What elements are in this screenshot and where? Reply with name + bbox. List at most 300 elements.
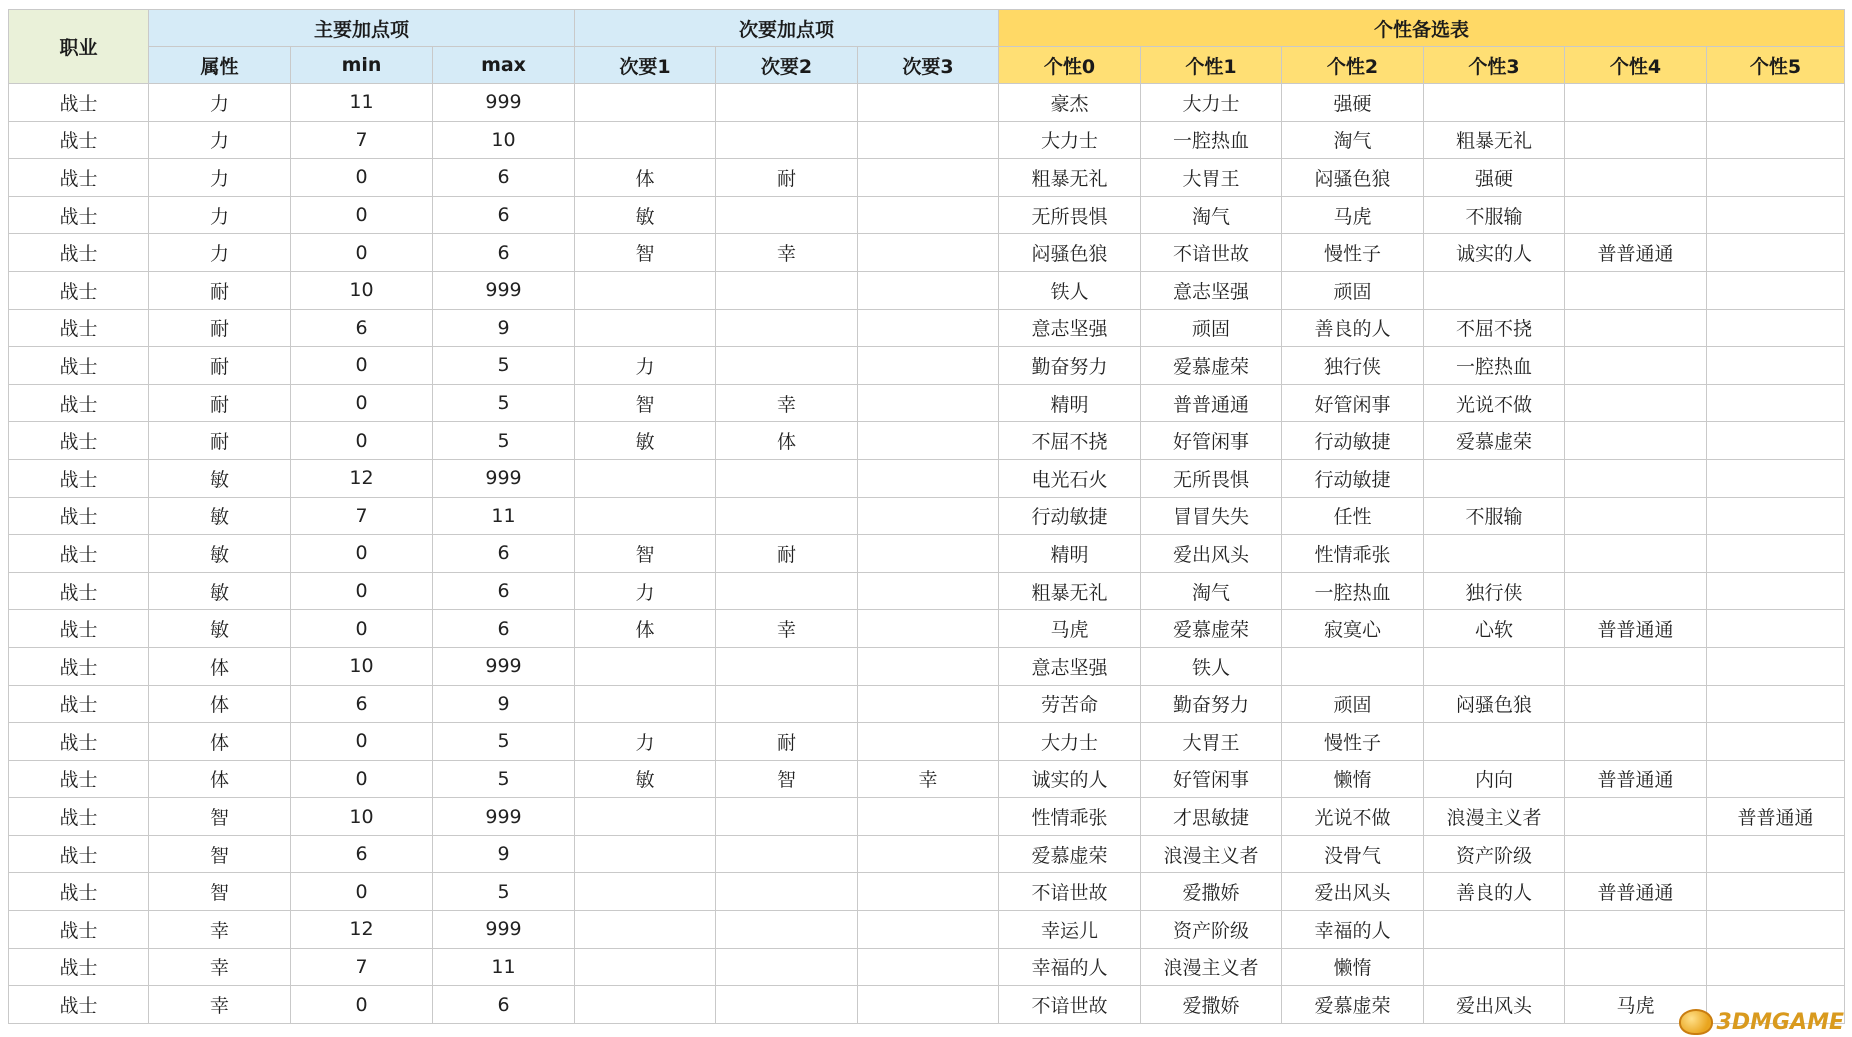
cell-attribute[interactable]: 体	[149, 647, 291, 685]
cell-secondary-1[interactable]	[575, 459, 716, 497]
cell-secondary-2[interactable]: 体	[716, 422, 858, 460]
cell-secondary-1[interactable]	[575, 121, 716, 159]
cell-secondary-1[interactable]	[575, 84, 716, 122]
cell-trait-1[interactable]: 冒冒失失	[1141, 497, 1282, 535]
cell-trait-3[interactable]	[1424, 84, 1565, 122]
cell-attribute[interactable]: 耐	[149, 422, 291, 460]
cell-secondary-3[interactable]	[858, 459, 999, 497]
cell-job[interactable]: 战士	[9, 271, 149, 309]
cell-trait-4[interactable]: 普普通通	[1565, 760, 1707, 798]
cell-trait-5[interactable]	[1707, 948, 1845, 986]
cell-max[interactable]: 999	[433, 798, 575, 836]
cell-job[interactable]: 战士	[9, 685, 149, 723]
cell-job[interactable]: 战士	[9, 873, 149, 911]
cell-trait-1[interactable]: 大力士	[1141, 84, 1282, 122]
cell-trait-1[interactable]: 爱撒娇	[1141, 986, 1282, 1024]
cell-secondary-3[interactable]	[858, 911, 999, 949]
cell-secondary-1[interactable]: 敏	[575, 196, 716, 234]
cell-attribute[interactable]: 幸	[149, 986, 291, 1024]
cell-min[interactable]: 6	[291, 835, 433, 873]
cell-trait-0[interactable]: 粗暴无礼	[999, 159, 1141, 197]
cell-secondary-2[interactable]	[716, 911, 858, 949]
cell-trait-0[interactable]: 电光石火	[999, 459, 1141, 497]
cell-trait-4[interactable]	[1565, 309, 1707, 347]
cell-trait-1[interactable]: 无所畏惧	[1141, 459, 1282, 497]
cell-trait-2[interactable]	[1282, 647, 1424, 685]
cell-secondary-2[interactable]	[716, 459, 858, 497]
cell-max[interactable]: 9	[433, 309, 575, 347]
cell-attribute[interactable]: 智	[149, 835, 291, 873]
cell-secondary-3[interactable]	[858, 948, 999, 986]
cell-trait-4[interactable]: 普普通通	[1565, 873, 1707, 911]
cell-job[interactable]: 战士	[9, 234, 149, 272]
cell-secondary-1[interactable]	[575, 835, 716, 873]
cell-secondary-2[interactable]: 耐	[716, 159, 858, 197]
cell-max[interactable]: 6	[433, 986, 575, 1024]
cell-trait-2[interactable]: 一腔热血	[1282, 572, 1424, 610]
cell-secondary-2[interactable]	[716, 121, 858, 159]
cell-secondary-2[interactable]	[716, 196, 858, 234]
cell-job[interactable]: 战士	[9, 911, 149, 949]
cell-trait-4[interactable]	[1565, 948, 1707, 986]
cell-trait-4[interactable]	[1565, 685, 1707, 723]
cell-trait-3[interactable]: 爱慕虚荣	[1424, 422, 1565, 460]
cell-trait-1[interactable]: 爱撒娇	[1141, 873, 1282, 911]
cell-attribute[interactable]: 耐	[149, 384, 291, 422]
cell-job[interactable]: 战士	[9, 422, 149, 460]
cell-trait-1[interactable]: 资产阶级	[1141, 911, 1282, 949]
header-trait-3[interactable]: 个性3	[1424, 47, 1565, 84]
cell-secondary-1[interactable]: 力	[575, 347, 716, 385]
cell-min[interactable]: 0	[291, 159, 433, 197]
cell-secondary-1[interactable]: 体	[575, 610, 716, 648]
cell-trait-5[interactable]	[1707, 422, 1845, 460]
cell-job[interactable]: 战士	[9, 159, 149, 197]
cell-trait-0[interactable]: 大力士	[999, 121, 1141, 159]
cell-secondary-1[interactable]	[575, 948, 716, 986]
cell-secondary-3[interactable]	[858, 384, 999, 422]
cell-min[interactable]: 12	[291, 459, 433, 497]
cell-secondary-2[interactable]: 幸	[716, 610, 858, 648]
cell-secondary-2[interactable]	[716, 948, 858, 986]
cell-trait-1[interactable]: 意志坚强	[1141, 271, 1282, 309]
header-max[interactable]: max	[433, 47, 575, 84]
cell-trait-5[interactable]	[1707, 84, 1845, 122]
cell-attribute[interactable]: 智	[149, 873, 291, 911]
cell-secondary-1[interactable]: 智	[575, 384, 716, 422]
cell-secondary-2[interactable]	[716, 835, 858, 873]
cell-trait-5[interactable]	[1707, 384, 1845, 422]
cell-secondary-3[interactable]	[858, 271, 999, 309]
cell-trait-1[interactable]: 浪漫主义者	[1141, 948, 1282, 986]
cell-trait-5[interactable]	[1707, 685, 1845, 723]
cell-trait-0[interactable]: 闷骚色狼	[999, 234, 1141, 272]
cell-job[interactable]: 战士	[9, 572, 149, 610]
cell-trait-2[interactable]: 行动敏捷	[1282, 422, 1424, 460]
cell-trait-0[interactable]: 铁人	[999, 271, 1141, 309]
cell-trait-2[interactable]: 没骨气	[1282, 835, 1424, 873]
header-min[interactable]: min	[291, 47, 433, 84]
cell-max[interactable]: 5	[433, 723, 575, 761]
cell-trait-1[interactable]: 顽固	[1141, 309, 1282, 347]
cell-max[interactable]: 999	[433, 459, 575, 497]
cell-trait-0[interactable]: 大力士	[999, 723, 1141, 761]
cell-attribute[interactable]: 体	[149, 760, 291, 798]
cell-min[interactable]: 7	[291, 497, 433, 535]
cell-secondary-3[interactable]	[858, 873, 999, 911]
cell-trait-2[interactable]: 慢性子	[1282, 234, 1424, 272]
cell-min[interactable]: 0	[291, 384, 433, 422]
header-secondary-1[interactable]: 次要1	[575, 47, 716, 84]
cell-attribute[interactable]: 敏	[149, 497, 291, 535]
cell-max[interactable]: 999	[433, 84, 575, 122]
cell-trait-2[interactable]: 任性	[1282, 497, 1424, 535]
cell-attribute[interactable]: 耐	[149, 309, 291, 347]
cell-min[interactable]: 0	[291, 234, 433, 272]
cell-secondary-1[interactable]	[575, 309, 716, 347]
cell-secondary-2[interactable]	[716, 309, 858, 347]
cell-trait-3[interactable]	[1424, 271, 1565, 309]
cell-trait-2[interactable]: 强硬	[1282, 84, 1424, 122]
cell-trait-3[interactable]: 浪漫主义者	[1424, 798, 1565, 836]
cell-trait-3[interactable]: 一腔热血	[1424, 347, 1565, 385]
cell-attribute[interactable]: 体	[149, 723, 291, 761]
cell-trait-4[interactable]	[1565, 723, 1707, 761]
cell-secondary-2[interactable]	[716, 647, 858, 685]
cell-secondary-1[interactable]	[575, 873, 716, 911]
cell-trait-5[interactable]	[1707, 459, 1845, 497]
cell-trait-3[interactable]: 爱出风头	[1424, 986, 1565, 1024]
cell-trait-0[interactable]: 不谙世故	[999, 873, 1141, 911]
cell-trait-0[interactable]: 性情乖张	[999, 798, 1141, 836]
cell-secondary-2[interactable]	[716, 84, 858, 122]
cell-secondary-3[interactable]	[858, 798, 999, 836]
header-secondary-2[interactable]: 次要2	[716, 47, 858, 84]
cell-max[interactable]: 10	[433, 121, 575, 159]
cell-trait-3[interactable]: 善良的人	[1424, 873, 1565, 911]
header-job[interactable]: 职业	[9, 10, 149, 84]
cell-trait-2[interactable]: 善良的人	[1282, 309, 1424, 347]
cell-max[interactable]: 6	[433, 572, 575, 610]
cell-attribute[interactable]: 敏	[149, 459, 291, 497]
cell-max[interactable]: 5	[433, 873, 575, 911]
cell-secondary-1[interactable]: 智	[575, 535, 716, 573]
cell-secondary-2[interactable]	[716, 572, 858, 610]
cell-secondary-3[interactable]	[858, 723, 999, 761]
cell-trait-1[interactable]: 爱出风头	[1141, 535, 1282, 573]
cell-secondary-3[interactable]	[858, 647, 999, 685]
cell-trait-1[interactable]: 淘气	[1141, 196, 1282, 234]
cell-trait-1[interactable]: 浪漫主义者	[1141, 835, 1282, 873]
cell-secondary-3[interactable]	[858, 159, 999, 197]
cell-trait-2[interactable]: 行动敏捷	[1282, 459, 1424, 497]
cell-secondary-1[interactable]: 敏	[575, 760, 716, 798]
cell-min[interactable]: 0	[291, 873, 433, 911]
cell-max[interactable]: 6	[433, 234, 575, 272]
cell-trait-5[interactable]	[1707, 835, 1845, 873]
cell-trait-2[interactable]: 慢性子	[1282, 723, 1424, 761]
cell-secondary-3[interactable]	[858, 986, 999, 1024]
cell-min[interactable]: 0	[291, 347, 433, 385]
cell-trait-0[interactable]: 马虎	[999, 610, 1141, 648]
cell-secondary-3[interactable]	[858, 835, 999, 873]
cell-trait-5[interactable]	[1707, 610, 1845, 648]
cell-trait-4[interactable]	[1565, 497, 1707, 535]
cell-trait-0[interactable]: 行动敏捷	[999, 497, 1141, 535]
cell-trait-0[interactable]: 精明	[999, 384, 1141, 422]
cell-trait-3[interactable]	[1424, 535, 1565, 573]
cell-trait-4[interactable]	[1565, 535, 1707, 573]
cell-job[interactable]: 战士	[9, 459, 149, 497]
cell-attribute[interactable]: 幸	[149, 911, 291, 949]
cell-trait-0[interactable]: 无所畏惧	[999, 196, 1141, 234]
cell-trait-0[interactable]: 勤奋努力	[999, 347, 1141, 385]
cell-trait-1[interactable]: 勤奋努力	[1141, 685, 1282, 723]
cell-trait-3[interactable]: 资产阶级	[1424, 835, 1565, 873]
cell-min[interactable]: 6	[291, 309, 433, 347]
header-secondary-group[interactable]: 次要加点项	[575, 10, 999, 47]
cell-trait-4[interactable]	[1565, 347, 1707, 385]
cell-trait-5[interactable]: 普普通通	[1707, 798, 1845, 836]
cell-trait-1[interactable]: 爱慕虚荣	[1141, 347, 1282, 385]
cell-trait-2[interactable]: 性情乖张	[1282, 535, 1424, 573]
cell-secondary-3[interactable]	[858, 572, 999, 610]
cell-trait-4[interactable]	[1565, 572, 1707, 610]
cell-secondary-2[interactable]	[716, 271, 858, 309]
cell-secondary-1[interactable]	[575, 271, 716, 309]
cell-attribute[interactable]: 智	[149, 798, 291, 836]
cell-trait-4[interactable]	[1565, 196, 1707, 234]
cell-secondary-3[interactable]	[858, 497, 999, 535]
cell-trait-1[interactable]: 铁人	[1141, 647, 1282, 685]
cell-job[interactable]: 战士	[9, 798, 149, 836]
cell-max[interactable]: 9	[433, 835, 575, 873]
header-trait-4[interactable]: 个性4	[1565, 47, 1707, 84]
cell-attribute[interactable]: 体	[149, 685, 291, 723]
cell-trait-4[interactable]	[1565, 121, 1707, 159]
cell-min[interactable]: 10	[291, 798, 433, 836]
cell-attribute[interactable]: 敏	[149, 572, 291, 610]
cell-secondary-3[interactable]	[858, 610, 999, 648]
cell-trait-5[interactable]	[1707, 271, 1845, 309]
cell-max[interactable]: 5	[433, 760, 575, 798]
header-attribute[interactable]: 属性	[149, 47, 291, 84]
cell-max[interactable]: 999	[433, 911, 575, 949]
cell-job[interactable]: 战士	[9, 948, 149, 986]
cell-attribute[interactable]: 敏	[149, 610, 291, 648]
cell-trait-0[interactable]: 诚实的人	[999, 760, 1141, 798]
cell-secondary-3[interactable]	[858, 685, 999, 723]
cell-min[interactable]: 0	[291, 196, 433, 234]
cell-trait-3[interactable]: 不屈不挠	[1424, 309, 1565, 347]
cell-trait-0[interactable]: 幸运儿	[999, 911, 1141, 949]
cell-trait-3[interactable]: 闷骚色狼	[1424, 685, 1565, 723]
cell-max[interactable]: 11	[433, 948, 575, 986]
cell-job[interactable]: 战士	[9, 196, 149, 234]
cell-trait-2[interactable]: 爱出风头	[1282, 873, 1424, 911]
cell-trait-2[interactable]: 光说不做	[1282, 798, 1424, 836]
cell-trait-3[interactable]: 不服输	[1424, 196, 1565, 234]
cell-trait-2[interactable]: 马虎	[1282, 196, 1424, 234]
cell-attribute[interactable]: 力	[149, 159, 291, 197]
cell-trait-0[interactable]: 幸福的人	[999, 948, 1141, 986]
cell-trait-3[interactable]: 不服输	[1424, 497, 1565, 535]
cell-trait-0[interactable]: 爱慕虚荣	[999, 835, 1141, 873]
cell-secondary-2[interactable]	[716, 347, 858, 385]
cell-trait-0[interactable]: 意志坚强	[999, 647, 1141, 685]
cell-trait-1[interactable]: 大胃王	[1141, 723, 1282, 761]
cell-trait-4[interactable]	[1565, 647, 1707, 685]
cell-trait-1[interactable]: 普普通通	[1141, 384, 1282, 422]
cell-secondary-3[interactable]	[858, 309, 999, 347]
cell-job[interactable]: 战士	[9, 497, 149, 535]
cell-min[interactable]: 6	[291, 685, 433, 723]
cell-secondary-3[interactable]	[858, 347, 999, 385]
cell-secondary-2[interactable]	[716, 685, 858, 723]
header-trait-5[interactable]: 个性5	[1707, 47, 1845, 84]
cell-min[interactable]: 12	[291, 911, 433, 949]
cell-secondary-3[interactable]	[858, 121, 999, 159]
cell-trait-5[interactable]	[1707, 159, 1845, 197]
cell-job[interactable]: 战士	[9, 309, 149, 347]
cell-trait-1[interactable]: 不谙世故	[1141, 234, 1282, 272]
cell-secondary-1[interactable]: 敏	[575, 422, 716, 460]
cell-attribute[interactable]: 力	[149, 121, 291, 159]
cell-trait-1[interactable]: 好管闲事	[1141, 760, 1282, 798]
cell-trait-3[interactable]	[1424, 459, 1565, 497]
cell-trait-1[interactable]: 爱慕虚荣	[1141, 610, 1282, 648]
cell-secondary-3[interactable]	[858, 422, 999, 460]
cell-trait-2[interactable]: 幸福的人	[1282, 911, 1424, 949]
cell-trait-4[interactable]	[1565, 911, 1707, 949]
cell-min[interactable]: 7	[291, 948, 433, 986]
cell-job[interactable]: 战士	[9, 384, 149, 422]
header-secondary-3[interactable]: 次要3	[858, 47, 999, 84]
cell-trait-1[interactable]: 才思敏捷	[1141, 798, 1282, 836]
cell-secondary-2[interactable]: 耐	[716, 535, 858, 573]
cell-max[interactable]: 11	[433, 497, 575, 535]
cell-trait-0[interactable]: 意志坚强	[999, 309, 1141, 347]
cell-trait-4[interactable]	[1565, 159, 1707, 197]
cell-job[interactable]: 战士	[9, 723, 149, 761]
cell-trait-0[interactable]: 不谙世故	[999, 986, 1141, 1024]
cell-job[interactable]: 战士	[9, 647, 149, 685]
cell-trait-3[interactable]: 心软	[1424, 610, 1565, 648]
cell-trait-3[interactable]: 光说不做	[1424, 384, 1565, 422]
cell-secondary-2[interactable]	[716, 873, 858, 911]
cell-secondary-3[interactable]	[858, 84, 999, 122]
cell-secondary-1[interactable]	[575, 911, 716, 949]
cell-attribute[interactable]: 力	[149, 196, 291, 234]
cell-secondary-3[interactable]	[858, 196, 999, 234]
cell-trait-5[interactable]	[1707, 647, 1845, 685]
cell-trait-2[interactable]: 好管闲事	[1282, 384, 1424, 422]
cell-trait-2[interactable]: 懒惰	[1282, 948, 1424, 986]
cell-trait-3[interactable]: 诚实的人	[1424, 234, 1565, 272]
cell-min[interactable]: 0	[291, 535, 433, 573]
cell-secondary-2[interactable]: 智	[716, 760, 858, 798]
cell-secondary-2[interactable]: 幸	[716, 234, 858, 272]
cell-trait-5[interactable]	[1707, 347, 1845, 385]
cell-trait-5[interactable]	[1707, 234, 1845, 272]
cell-max[interactable]: 9	[433, 685, 575, 723]
cell-trait-5[interactable]	[1707, 121, 1845, 159]
cell-secondary-1[interactable]	[575, 685, 716, 723]
cell-max[interactable]: 6	[433, 196, 575, 234]
cell-secondary-1[interactable]: 力	[575, 572, 716, 610]
cell-trait-0[interactable]: 豪杰	[999, 84, 1141, 122]
cell-attribute[interactable]: 耐	[149, 347, 291, 385]
cell-trait-2[interactable]: 爱慕虚荣	[1282, 986, 1424, 1024]
cell-trait-3[interactable]: 粗暴无礼	[1424, 121, 1565, 159]
header-trait-2[interactable]: 个性2	[1282, 47, 1424, 84]
cell-trait-3[interactable]	[1424, 948, 1565, 986]
header-main-group[interactable]: 主要加点项	[149, 10, 575, 47]
cell-trait-1[interactable]: 一腔热血	[1141, 121, 1282, 159]
cell-secondary-1[interactable]	[575, 798, 716, 836]
cell-attribute[interactable]: 耐	[149, 271, 291, 309]
cell-trait-0[interactable]: 精明	[999, 535, 1141, 573]
cell-trait-0[interactable]: 不屈不挠	[999, 422, 1141, 460]
cell-trait-3[interactable]	[1424, 647, 1565, 685]
cell-trait-2[interactable]: 淘气	[1282, 121, 1424, 159]
cell-secondary-1[interactable]	[575, 986, 716, 1024]
cell-trait-5[interactable]	[1707, 497, 1845, 535]
cell-secondary-1[interactable]: 体	[575, 159, 716, 197]
cell-job[interactable]: 战士	[9, 535, 149, 573]
cell-trait-4[interactable]	[1565, 84, 1707, 122]
cell-trait-2[interactable]: 闷骚色狼	[1282, 159, 1424, 197]
cell-max[interactable]: 999	[433, 271, 575, 309]
cell-trait-4[interactable]	[1565, 459, 1707, 497]
cell-min[interactable]: 10	[291, 271, 433, 309]
cell-secondary-3[interactable]	[858, 535, 999, 573]
cell-job[interactable]: 战士	[9, 835, 149, 873]
cell-job[interactable]: 战士	[9, 121, 149, 159]
cell-max[interactable]: 5	[433, 422, 575, 460]
cell-trait-4[interactable]	[1565, 798, 1707, 836]
cell-trait-4[interactable]: 马虎	[1565, 986, 1707, 1024]
cell-min[interactable]: 0	[291, 986, 433, 1024]
cell-max[interactable]: 5	[433, 384, 575, 422]
cell-trait-3[interactable]	[1424, 911, 1565, 949]
cell-job[interactable]: 战士	[9, 986, 149, 1024]
cell-secondary-2[interactable]: 耐	[716, 723, 858, 761]
cell-trait-4[interactable]: 普普通通	[1565, 234, 1707, 272]
cell-secondary-2[interactable]: 幸	[716, 384, 858, 422]
cell-job[interactable]: 战士	[9, 347, 149, 385]
cell-max[interactable]: 5	[433, 347, 575, 385]
header-trait-1[interactable]: 个性1	[1141, 47, 1282, 84]
cell-trait-4[interactable]	[1565, 835, 1707, 873]
cell-min[interactable]: 0	[291, 760, 433, 798]
cell-trait-5[interactable]	[1707, 309, 1845, 347]
cell-secondary-1[interactable]: 力	[575, 723, 716, 761]
cell-max[interactable]: 6	[433, 610, 575, 648]
cell-trait-5[interactable]	[1707, 911, 1845, 949]
cell-trait-2[interactable]: 顽固	[1282, 685, 1424, 723]
cell-min[interactable]: 7	[291, 121, 433, 159]
cell-trait-3[interactable]: 独行侠	[1424, 572, 1565, 610]
cell-trait-3[interactable]: 强硬	[1424, 159, 1565, 197]
cell-trait-4[interactable]	[1565, 422, 1707, 460]
cell-trait-5[interactable]	[1707, 572, 1845, 610]
cell-trait-5[interactable]	[1707, 196, 1845, 234]
cell-trait-1[interactable]: 大胃王	[1141, 159, 1282, 197]
cell-trait-4[interactable]: 普普通通	[1565, 610, 1707, 648]
cell-secondary-2[interactable]	[716, 497, 858, 535]
cell-trait-3[interactable]: 内向	[1424, 760, 1565, 798]
